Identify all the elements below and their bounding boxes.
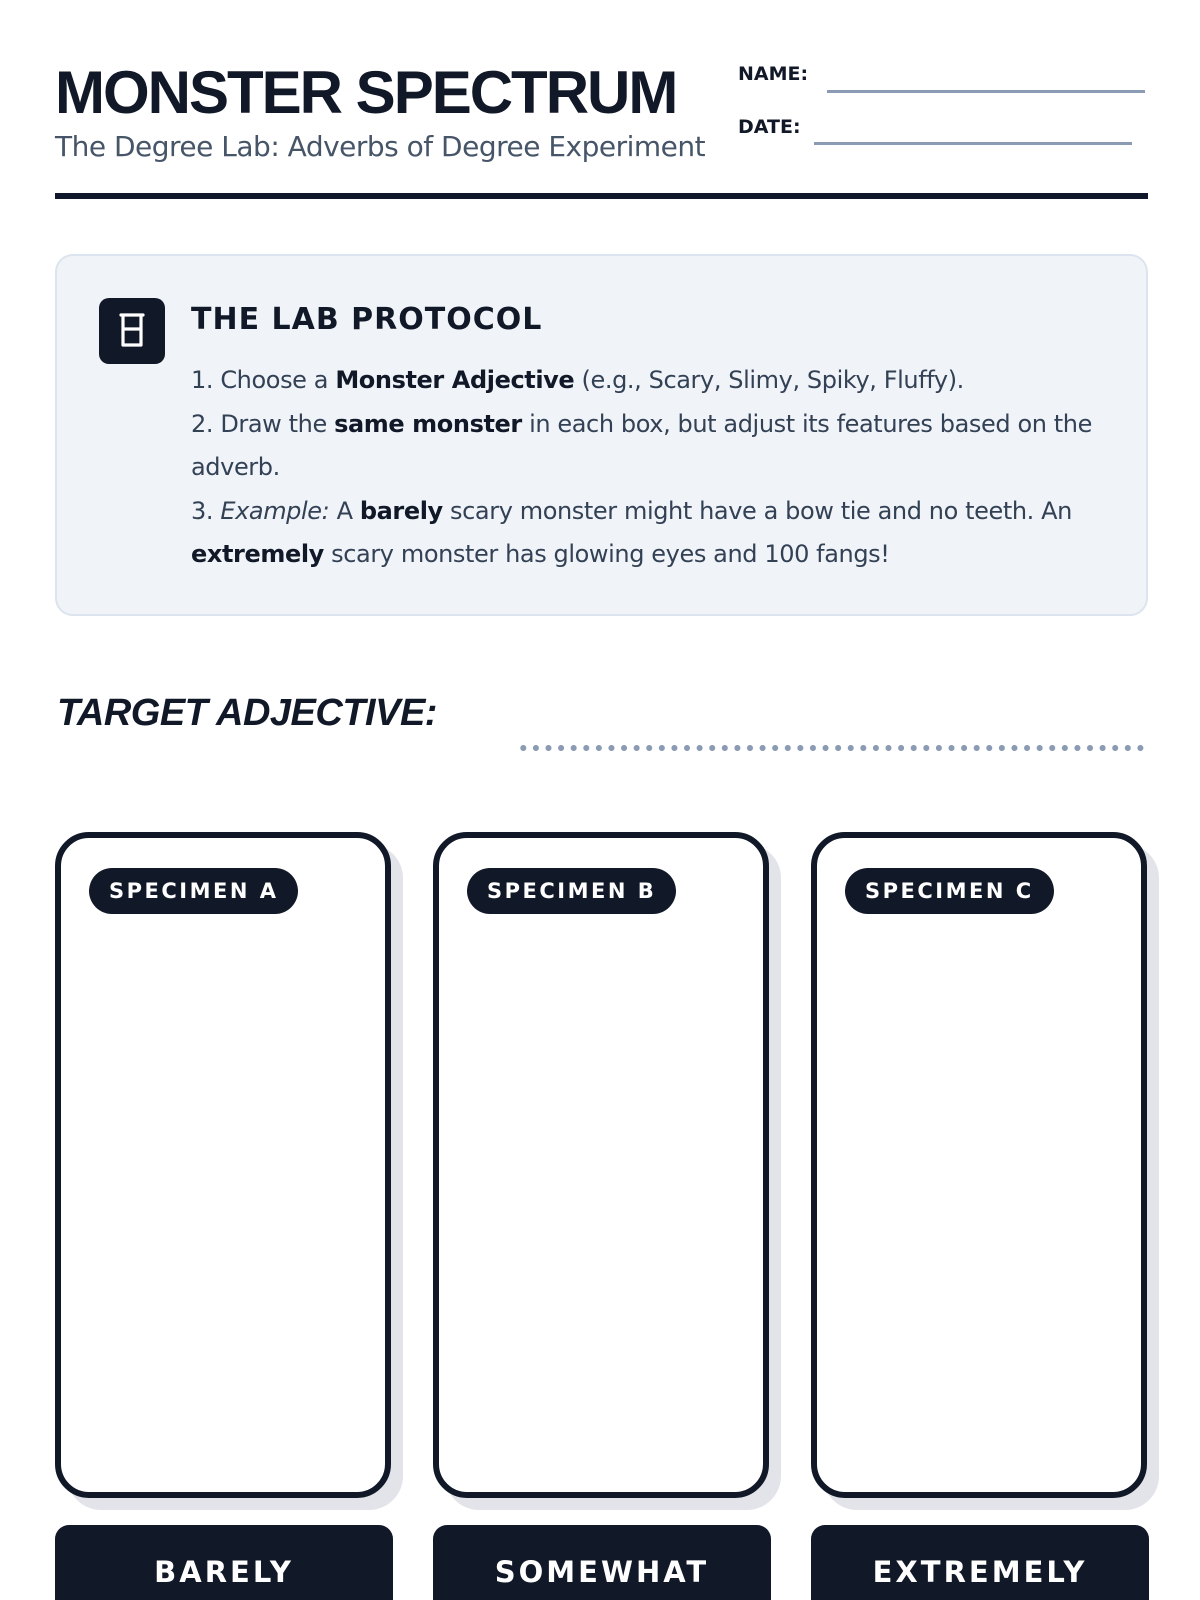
protocol-step-1: 1. Choose a Monster Adjective (e.g., Scary, Slimy, Spiky, Fluffy). — [191, 366, 964, 394]
degree-label-somewhat: SOMEWHAT — [433, 1525, 771, 1600]
specimen-c-drawing-box[interactable] — [811, 832, 1147, 1498]
page-header — [55, 52, 1145, 202]
date-field[interactable] — [814, 142, 1132, 145]
specimen-b-tag: SPECIMEN B — [467, 868, 676, 914]
protocol-step-2: 2. Draw the same monster in each box, but adjust its features based on the adverb. — [191, 409, 1092, 481]
page-title: MONSTER SPECTRUM — [55, 59, 677, 126]
date-label: DATE: — [738, 116, 801, 138]
name-label: NAME: — [738, 63, 809, 85]
degree-label-barely: BARELY — [55, 1525, 393, 1600]
specimen-c-tag: SPECIMEN C — [845, 868, 1054, 914]
name-field[interactable] — [827, 90, 1145, 93]
beaker-icon — [99, 298, 165, 364]
target-adjective-field[interactable] — [517, 744, 1147, 752]
header-divider — [55, 193, 1148, 199]
target-adjective-label: TARGET ADJECTIVE: — [57, 692, 437, 734]
page-subtitle: The Degree Lab: Adverbs of Degree Experiment — [55, 130, 706, 163]
protocol-heading: THE LAB PROTOCOL — [191, 302, 543, 337]
protocol-step-3: 3. Example: A barely scary monster might have a bow tie and no teeth. An extremely scary monster has glowing eyes and 100 fangs! — [191, 496, 1072, 568]
lab-protocol-panel — [55, 254, 1148, 616]
protocol-steps — [191, 359, 1111, 577]
degree-label-extremely: EXTREMELY — [811, 1525, 1149, 1600]
specimen-a-drawing-box[interactable] — [55, 832, 391, 1498]
specimen-b-drawing-box[interactable] — [433, 832, 769, 1498]
specimen-a-tag: SPECIMEN A — [89, 868, 298, 914]
